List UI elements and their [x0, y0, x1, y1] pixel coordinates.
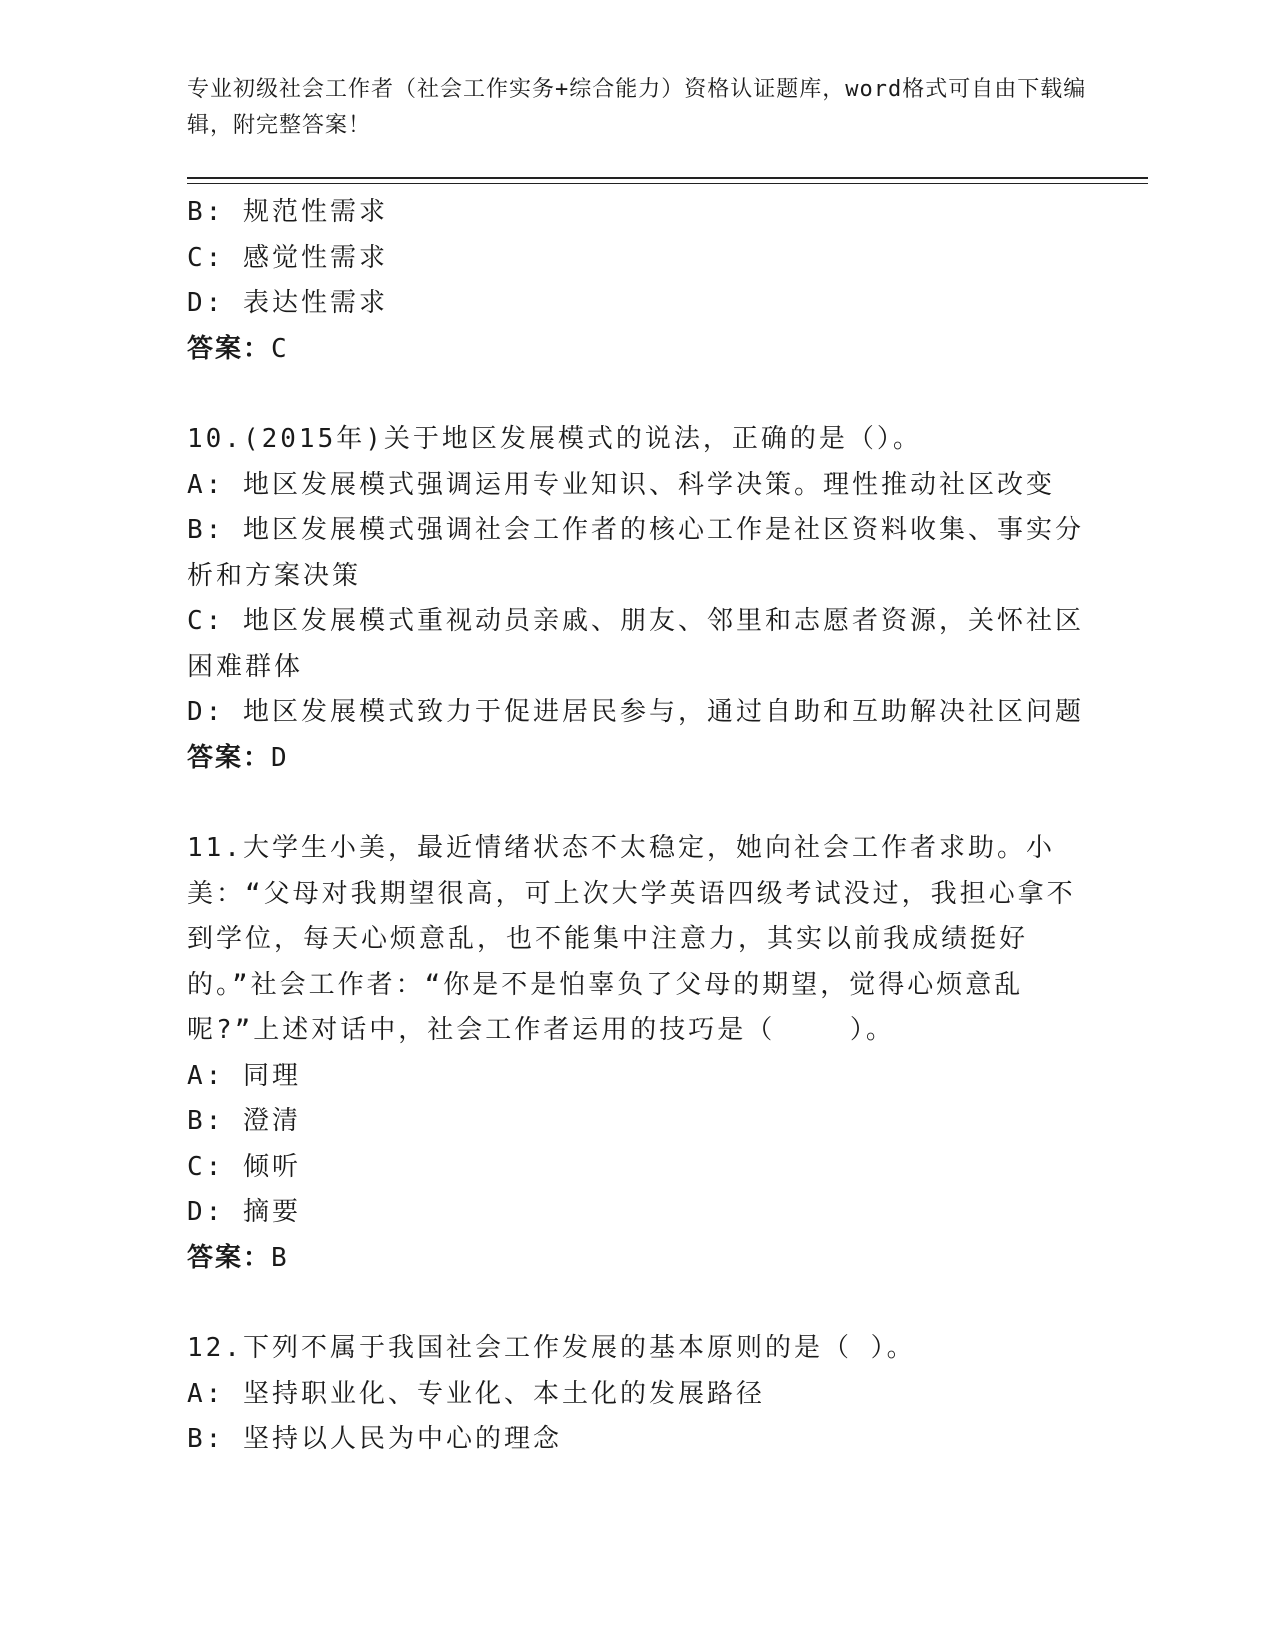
header-title: 专业初级社会工作者（社会工作实务+综合能力）资格认证题库，word格式可自由下载编辑，附完整答案！: [187, 77, 1087, 138]
answer-label: 答案：: [187, 333, 272, 364]
answer-label: 答案：: [187, 1242, 272, 1273]
option-d: D: 摘要: [187, 1197, 301, 1227]
option-b: B: 澄清: [187, 1106, 301, 1136]
answer-label: 答案：: [187, 742, 272, 773]
answer-value: C: [271, 333, 288, 364]
question-text: 11.大学生小美，最近情绪状态不太稳定，她向社会工作者求助。小美：“父母对我期望很高，可上次大学英语四级考试没过，我担心拿不到学位，每天心烦意乱，也不能集中注意力，其实以前我成绩挺好的。”社会工作者：“你是不是怕辜负了父母的期望，觉得心烦意乱呢?”上述对话中，社会工作者运用的技巧是（ ）。: [187, 833, 1076, 1045]
option-c: C: 感觉性需求: [187, 242, 388, 273]
option-a: A: 坚持职业化、专业化、本土化的发展路径: [187, 1378, 765, 1409]
answer-value: D: [271, 742, 288, 773]
option-a: A: 同理: [187, 1060, 301, 1091]
question-text: 10.(2015年)关于地区发展模式的说法，正确的是（）。: [187, 424, 922, 454]
option-d: D: 表达性需求: [187, 288, 388, 318]
question-12: [187, 1326, 1087, 1463]
question-text: 12.下列不属于我国社会工作发展的基本原则的是（ ）。: [187, 1333, 916, 1363]
header-divider-thin: [187, 183, 1148, 184]
question-spacer: [187, 1281, 1087, 1326]
answer-line: [187, 1236, 1087, 1282]
option-c: C: 地区发展模式重视动员亲戚、朋友、邻里和志愿者资源，关怀社区困难群体: [187, 606, 1084, 682]
option-b: B: 地区发展模式强调社会工作者的核心工作是社区资料收集、事实分析和方案决策: [187, 515, 1084, 591]
answer-line: [187, 327, 1087, 373]
question-spacer: [187, 372, 1087, 417]
option-a: A: 地区发展模式强调运用专业知识、科学决策。理性推动社区改变: [187, 469, 1055, 500]
option-d: D: 地区发展模式致力于促进居民参与，通过自助和互助解决社区问题: [187, 697, 1084, 727]
question-11: [187, 826, 1087, 1281]
question-list: [187, 190, 1087, 1463]
answer-line: [187, 736, 1087, 782]
header-divider-thick: [187, 177, 1148, 179]
question-9: [187, 190, 1087, 372]
question-10: [187, 417, 1087, 781]
option-b: B: 坚持以人民为中心的理念: [187, 1424, 562, 1454]
answer-value: B: [271, 1242, 288, 1273]
option-b: B: 规范性需求: [187, 197, 388, 227]
question-spacer: [187, 781, 1087, 826]
option-c: C: 倾听: [187, 1151, 301, 1182]
page-header: [187, 72, 1087, 144]
